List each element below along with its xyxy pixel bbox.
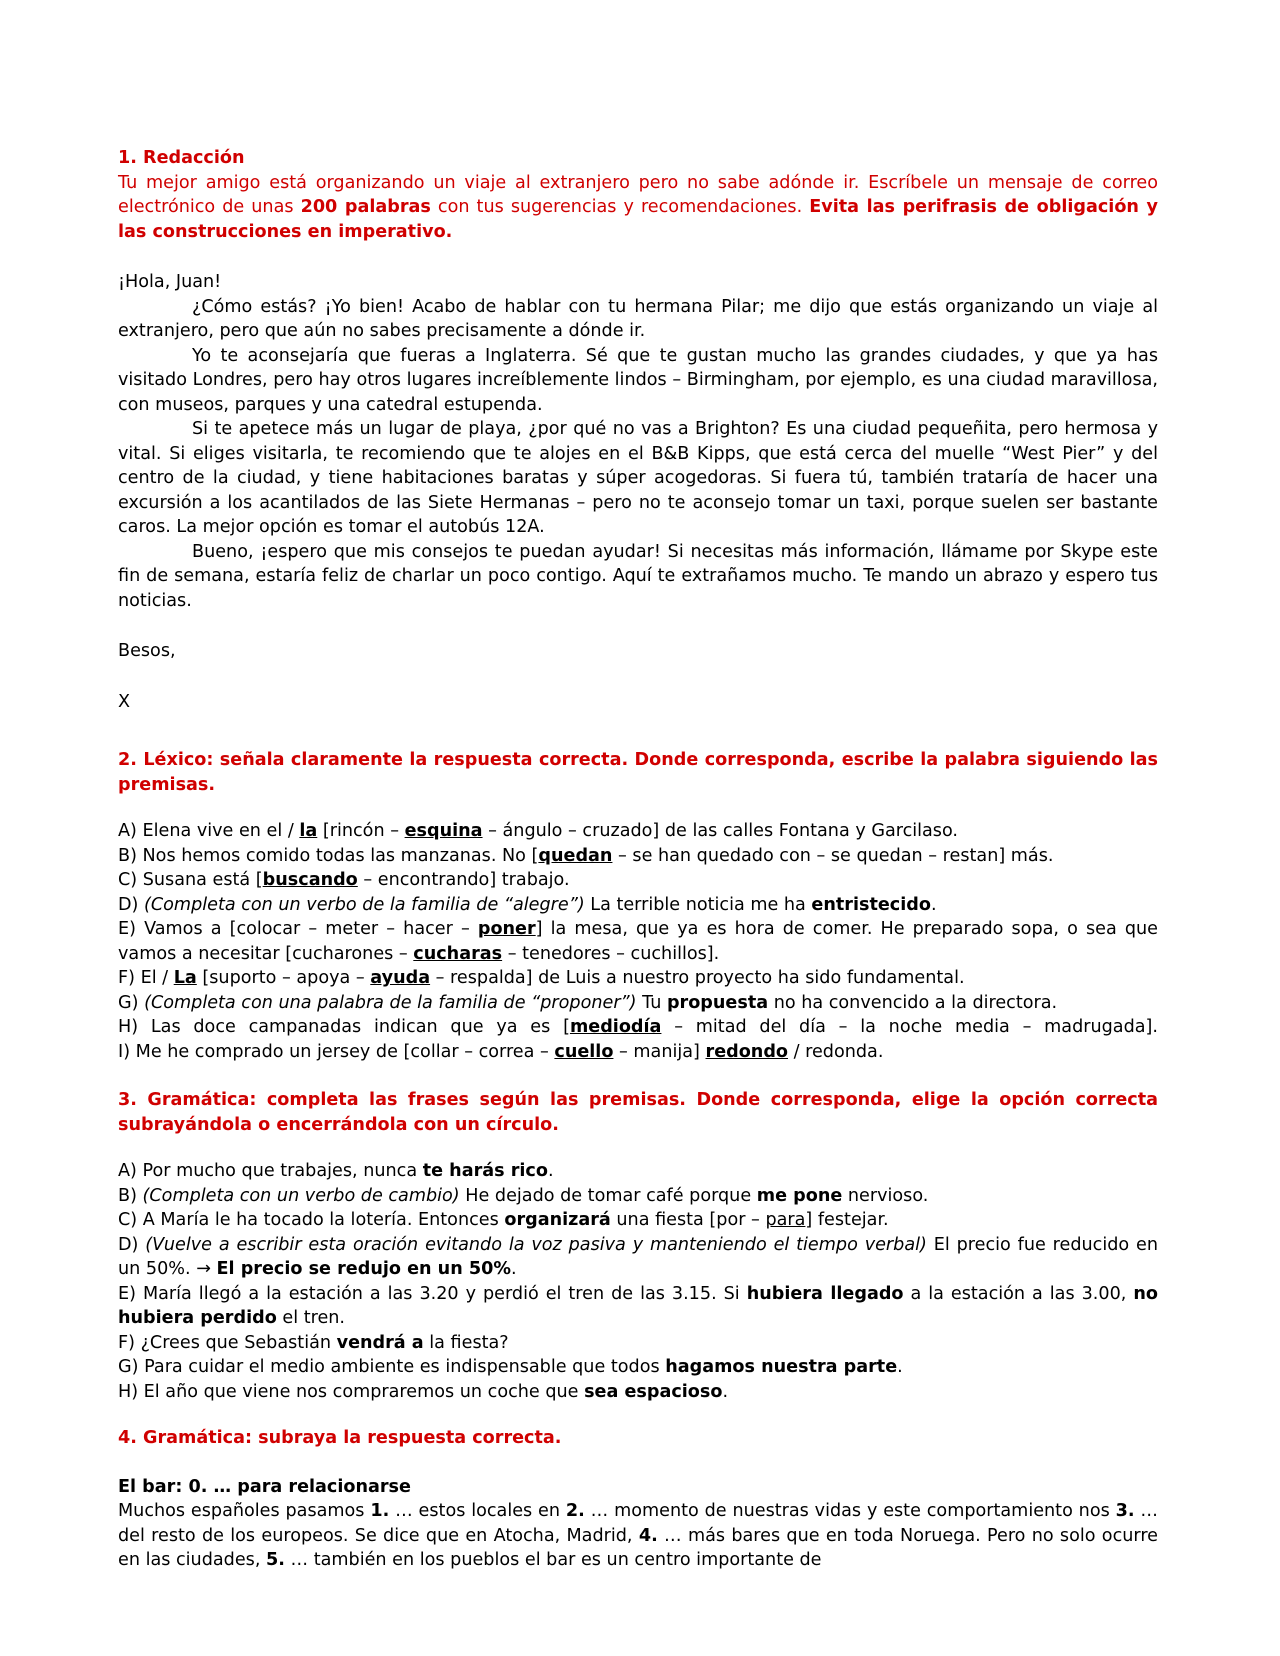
text-fragment: esquina [404, 821, 483, 841]
gramatica-item-c [118, 1208, 1158, 1233]
text-fragment: poner [477, 919, 536, 939]
text-fragment: F) El / [118, 968, 174, 988]
text-fragment: – se han quedado con – se quedan – restan] más. [612, 845, 1054, 866]
letter-paragraph-1: ¿Cómo estás? ¡Yo bien! Acabo de hablar con tu hermana Pilar; me dijo que estás organizando un viaje al extranjero, pero que aún no sabes precisamente a dónde ir. [118, 296, 1158, 341]
text-fragment: hubiera llegado [746, 1283, 904, 1304]
gramatica-item-b [118, 1184, 1158, 1209]
section3-heading: 3. Gramática: completa las frases según las premisas. Donde corresponda, elige la opción correcta subrayándola o encerrándola con un círculo. [118, 1090, 1158, 1135]
section4-subtitle: El bar: 0. … para relacionarse [118, 1476, 411, 1497]
text-fragment: B) [118, 1185, 143, 1206]
text-fragment: una fiesta [por – [610, 1210, 766, 1230]
text-fragment: (Completa con un verbo de la familia de “alegre”) [144, 894, 585, 915]
lexico-item-a [118, 819, 1158, 844]
gramatica-item-e [118, 1282, 1158, 1331]
text-fragment: A) Elena vive en el / [118, 821, 300, 841]
section4-text [118, 1499, 1158, 1573]
text-fragment: – ángulo – cruzado] de las calles Fontana y Garcilaso. [482, 821, 959, 841]
text-fragment: a la estación a las 3.00, [903, 1283, 1134, 1304]
text-fragment: I) Me he comprado un jersey de [collar – correa – [118, 1041, 555, 1062]
text-fragment: . [897, 1357, 903, 1377]
lexico-item-b [118, 844, 1158, 869]
text-fragment: D) [118, 894, 145, 915]
section2-heading: 2. Léxico: señala claramente la respuesta correcta. Donde corresponda, escribe la palabra siguiendo las premisas. [118, 750, 1158, 795]
text-fragment: no ha convencido a la directora. [768, 992, 1058, 1013]
text-fragment: A) Por mucho que trabajes, nunca [118, 1161, 423, 1181]
letter-closing: Besos, [118, 641, 176, 661]
text-fragment: 1. [370, 1501, 390, 1521]
text-fragment: con tus sugerencias y recomendaciones. [430, 197, 810, 217]
text-fragment: H) Las doce campanadas indican que ya es [ [118, 1017, 570, 1037]
lexico-item-d [118, 893, 1158, 918]
section1-heading: 1. Redacción [118, 148, 245, 168]
text-fragment: … del resto de los europeos. Se dice que en Atocha, Madrid, [118, 1501, 1159, 1546]
lexico-item-f [118, 966, 1158, 991]
lexico-item-g [118, 991, 1158, 1016]
text-fragment: … también en los pueblos el bar es un centro importante de [284, 1550, 822, 1570]
text-fragment: . [547, 1161, 554, 1181]
document-page [118, 146, 1158, 1573]
text-fragment: … más bares que en toda Noruega. Pero no solo ocurre en las ciudades, [118, 1525, 1158, 1570]
text-fragment: – mitad del día – la noche media – madrugada]. [661, 1017, 1158, 1037]
text-fragment: El precio se redujo en un 50% [216, 1259, 511, 1279]
gramatica-item-g [118, 1355, 1158, 1380]
text-fragment: Tu mejor amigo está organizando un viaje al extranjero pero no sabe adónde ir. Escríbele un mensaje de correo electrónico de unas [118, 172, 1158, 217]
text-fragment: . [930, 894, 937, 915]
text-fragment: redondo [705, 1041, 789, 1062]
text-fragment: el tren. [276, 1308, 346, 1328]
text-fragment: – tenedores – cuchillos]. [502, 943, 720, 964]
section1-instructions [118, 171, 1158, 245]
text-fragment: … estos locales en [389, 1501, 566, 1521]
text-fragment: organizará [504, 1210, 611, 1230]
text-fragment: C) A María le ha tocado la lotería. Entonces [118, 1210, 505, 1230]
section2-items [118, 819, 1158, 1064]
text-fragment: Tu [636, 992, 667, 1013]
text-fragment: B) Nos hemos comido todas las manzanas. No [ [118, 845, 539, 866]
text-fragment: F) ¿Crees que Sebastián [118, 1332, 337, 1353]
text-fragment: [suporto – apoya – [196, 968, 371, 988]
text-fragment: E) María llegó a la estación a las 3.20 y perdió el tren de las 3.15. Si [118, 1283, 747, 1304]
text-fragment: te harás rico [422, 1161, 548, 1181]
text-fragment: cucharas [413, 943, 503, 964]
text-fragment: 3. [1115, 1501, 1135, 1521]
gramatica-item-h [118, 1380, 1158, 1405]
section4-heading: 4. Gramática: subraya la respuesta correcta. [118, 1428, 562, 1448]
lexico-item-e [118, 917, 1158, 966]
text-fragment: (Completa con un verbo de cambio) [142, 1185, 460, 1206]
lexico-item-i [118, 1040, 1158, 1065]
text-fragment: quedan [538, 845, 613, 866]
text-fragment: nervioso. [842, 1185, 929, 1206]
text-fragment: hagamos nuestra parte [665, 1357, 898, 1377]
text-fragment: G) [118, 992, 145, 1013]
text-fragment: / redonda. [788, 1041, 884, 1062]
text-fragment: buscando [262, 870, 358, 890]
text-fragment: la fiesta? [423, 1332, 509, 1353]
text-fragment: 200 palabras [300, 197, 431, 217]
text-fragment: (Vuelve a escribir esta oración evitando la voz pasiva y manteniendo el tiempo verbal) [145, 1234, 927, 1255]
text-fragment: La terrible noticia me ha [584, 894, 812, 915]
text-fragment: ] la mesa, que ya es hora de comer. He preparado sopa, o sea que vamos a necesitar [cucharones – [118, 919, 1158, 964]
text-fragment: cuello [554, 1041, 614, 1062]
text-fragment: me pone [756, 1185, 843, 1206]
text-fragment: la [299, 821, 318, 841]
letter-paragraph-2: Yo te aconsejaría que fueras a Inglaterra. Sé que te gustan mucho las grandes ciudades, y que ya has visitado Londres, pero hay otros lugares increíblemente lindos – Birmingham, por ejemplo, es una ciudad maravillosa, con museos, parques y una catedral estupenda. [118, 345, 1158, 415]
text-fragment: La [173, 968, 197, 988]
text-fragment: – encontrando] trabajo. [357, 870, 570, 890]
text-fragment: . [722, 1381, 729, 1402]
text-fragment: ayuda [370, 968, 431, 988]
text-fragment: H) El año que viene nos compraremos un coche que [118, 1381, 585, 1402]
text-fragment: – respalda] de Luis a nuestro proyecto ha sido fundamental. [430, 968, 965, 988]
lexico-item-h [118, 1015, 1158, 1040]
letter-paragraph-4: Bueno, ¡espero que mis consejos te puedan ayudar! Si necesitas más información, llámame por Skype este fin de semana, estaría feliz de charlar un poco contigo. Aquí te extrañamos mucho. Te mando un abrazo y espero tus noticias. [118, 541, 1158, 611]
text-fragment: E) Vamos a [colocar – meter – hacer – [118, 919, 478, 939]
gramatica-item-d [118, 1233, 1158, 1282]
letter-greeting: ¡Hola, Juan! [118, 272, 222, 292]
text-fragment: El precio fue reducido en un 50%. [118, 1234, 1158, 1279]
text-fragment: entristecido [811, 894, 931, 915]
text-fragment: [rincón – [317, 821, 405, 841]
letter-paragraph-3: Si te apetece más un lugar de playa, ¿por qué no vas a Brighton? Es una ciudad pequeñita, pero hermosa y vital. Si eliges visitarla, te recomiendo que te alojes en el B&B Kipps, que está cerca del muelle “West Pier” y del centro de la ciudad, y tiene habitaciones baratas y súper acogedoras. Si fuera tú, también trataría de hacer una excursión a los acantilados de las Siete Hermanas – pero no te aconsejo tomar un taxi, porque suelen ser bastante caros. La mejor opción es tomar el autobús 12A. [118, 419, 1158, 537]
text-fragment: – manija] [613, 1041, 706, 1062]
text-fragment: G) Para cuidar el medio ambiente es indispensable que todos [118, 1357, 666, 1377]
text-fragment: … momento de nuestras vidas y este comportamiento nos [584, 1501, 1116, 1521]
gramatica-item-a [118, 1159, 1158, 1184]
text-fragment: sea espacioso [584, 1381, 723, 1402]
text-fragment: (Completa con una palabra de la familia de “proponer”) [144, 992, 637, 1013]
text-fragment: para [765, 1210, 806, 1230]
text-fragment: 2. [565, 1501, 585, 1521]
text-fragment: mediodía [569, 1017, 662, 1037]
letter-signature: X [118, 691, 131, 712]
text-fragment: Muchos españoles pasamos [118, 1501, 371, 1521]
arrow-icon: → [196, 1259, 211, 1279]
text-fragment: 4. [638, 1525, 658, 1546]
text-fragment: Evita las perifrasis de obligación y las construcciones en imperativo. [118, 197, 1158, 242]
text-fragment: He dejado de tomar café porque [459, 1185, 757, 1206]
text-fragment: propuesta [666, 992, 769, 1013]
gramatica-item-f [118, 1331, 1158, 1356]
text-fragment: vendrá a [336, 1332, 424, 1353]
text-fragment: 5. [266, 1550, 285, 1570]
text-fragment: no hubiera perdido [118, 1283, 1158, 1328]
text-fragment: . [510, 1259, 517, 1279]
text-fragment: D) [118, 1234, 146, 1255]
text-fragment: ] festejar. [805, 1210, 889, 1230]
section3-items [118, 1159, 1158, 1404]
text-fragment: C) Susana está [ [118, 870, 263, 890]
lexico-item-c [118, 868, 1158, 893]
